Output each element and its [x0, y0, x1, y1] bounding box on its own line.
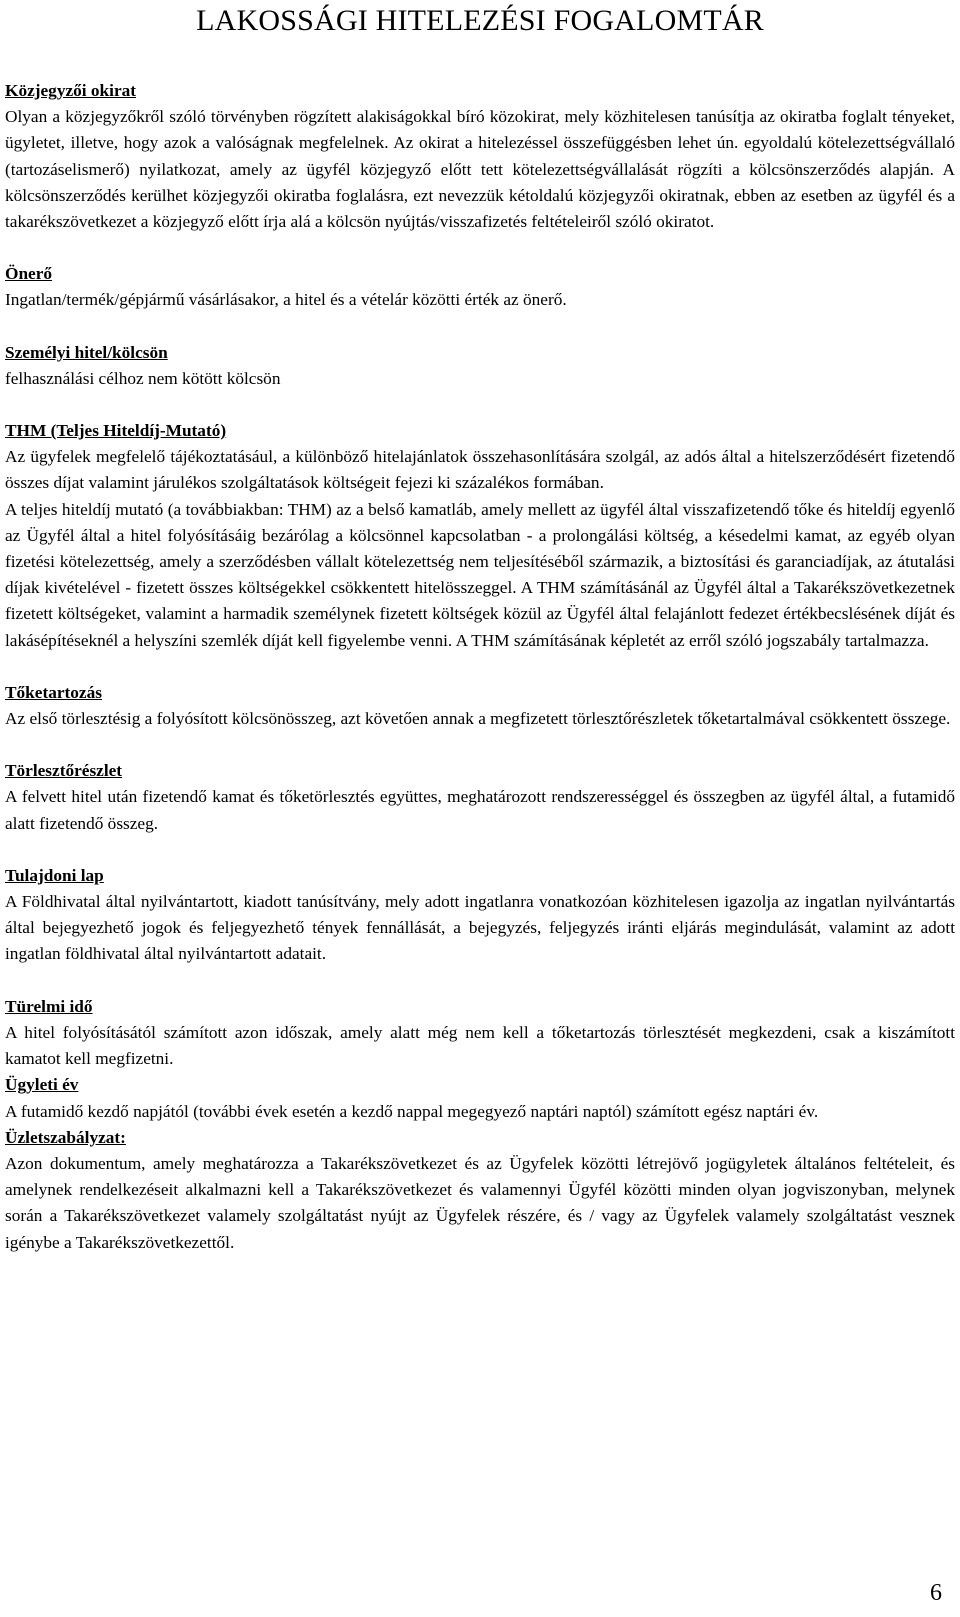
glossary-content	[5, 78, 955, 1256]
definition-text: A Földhivatal által nyilvántartott, kiadott tanúsítvány, mely adott ingatlanra vonatkozóan közhitelesen igazolja az ingatlan nyilvántartás által bejegyezhető jogok és feljegyezhető tények fennállását, a bejegyzés, feljegyzés iránti eljárás megindulását, valamint az adott ingatlan földhivatal által nyilvántartott adatait.	[5, 892, 955, 964]
term-heading: Tulajdoni lap	[5, 865, 104, 885]
page-number: 6	[930, 1580, 942, 1606]
term-heading: THM (Teljes Hiteldíj-Mutató)	[5, 421, 227, 441]
glossary-entry	[5, 78, 955, 235]
glossary-entry	[5, 261, 955, 313]
definition-text: A felvett hitel után fizetendő kamat és tőketörlesztés együttes, meghatározott rendszerességgel és összegben az ügyfél által, a futamidő alatt fizetendő összeg.	[5, 787, 955, 833]
definition-text: Ingatlan/termék/gépjármű vásárlásakor, a hitel és a vételár közötti érték az önerő.	[5, 290, 567, 310]
glossary-entry	[5, 418, 955, 654]
glossary-entry	[5, 1072, 955, 1124]
glossary-entry	[5, 863, 955, 968]
term-heading: Törlesztőrészlet	[5, 761, 123, 781]
definition-text: Olyan a közjegyzőkről szóló törvényben rögzített alakiságokkal bíró közokirat, mely közhitelesen tanúsítja az okiratba foglalt tényeket, ügyletet, illetve, hogy azok a valóságnak megfelelnek. Az okirat a hitelezéssel összefüggésben lehet ún. egyoldalú kötelezettségvállaló (tartozáselismerő) nyilatkozat, amely az ügyfél közjegyző előtt tett kötelezettségvállalását rögzíti a kölcsönszerződés alapján. A kölcsönszerződés kerülhet közjegyzői okiratba foglalásra, ezt nevezzük kétoldalú közjegyzői okiratnak, ebben az esetben az ügyfél és a takarékszövetkezet a közjegyző előtt írja alá a kölcsön nyújtás/visszafizetés feltételeiről szóló okiratot.	[5, 107, 955, 232]
term-heading: Türelmi idő	[5, 996, 93, 1016]
document-title: LAKOSSÁGI HITELEZÉSI FOGALOMTÁR	[196, 4, 764, 37]
glossary-entry	[5, 680, 955, 732]
glossary-entry	[5, 340, 955, 392]
term-heading: Közjegyzői okirat	[5, 81, 137, 100]
term-heading: Személyi hitel/kölcsön	[5, 342, 168, 362]
definition-text: Azon dokumentum, amely meghatározza a Takarékszövetkezet és az Ügyfelek közötti létrejövő jogügyletek általános feltételeit, és amelynek rendelkezéseit alkalmazni kell a Takarékszövetkezet és valamennyi Ügyfél közötti minden olyan jogviszonyban, melynek során a Takarékszövetkezet valamely szolgáltatást nyújt az Ügyfelek részére, és / vagy az Ügyfelek valamely szolgáltatást vesznek igénybe a Takarékszövetkezettől.	[5, 1153, 955, 1252]
term-heading: Tőketartozás	[5, 682, 102, 702]
definition-text: Az első törlesztésig a folyósított kölcsönösszeg, azt követően annak a megfizetett törlesztőrészletek tőketartalmával csökkentett összege.	[5, 709, 951, 729]
definition-text: Az ügyfelek megfelelő tájékoztatásául, a különböző hitelajánlatok összehasonlítására szolgál, az adós által a hitelszerződésért fizetendő összes díjat valamint járulékos szolgáltatások költségeit fejezi ki százalékos formában.	[5, 447, 955, 493]
definition-text: A teljes hiteldíj mutató (a továbbiakban: THM) az a belső kamatláb, amely mellett az ügyfél által visszafizetendő tőke és hiteldíj egyenlő az Ügyfél által a hitel folyósításáig bezárólag a kölcsönnel kapcsolatban - a prolongálási költség, a késedelmi kamat, az egyéb olyan fizetési kötelezettség, amely a szerződésben vállalt kötelezettség nem teljesítéséből származik, a biztosítási és garanciadíjak, az átutalási díjak kivételével - fizetett összes költségekkel csökkentett hitelösszeggel. A THM számításánál az Ügyfél által a Takarékszövetkezetnek fizetett költségeket, valamint a harmadik személynek fizetett költségek közül az Ügyfél által felajánlott fedezet értékbecslésének díját és lakásépítéseknél a helyszíni szemlék díját kell figyelembe venni. A THM számításának képletét az erről szóló jogszabály tartalmazza.	[5, 499, 955, 650]
glossary-entry	[5, 994, 955, 1073]
term-heading: Ügyleti év	[5, 1075, 79, 1095]
definition-text: felhasználási célhoz nem kötött kölcsön	[5, 368, 281, 388]
definition-text: A hitel folyósításától számított azon időszak, amely alatt még nem kell a tőketartozás törlesztését megkezdeni, csak a kiszámított kamatot kell megfizetni.	[5, 1022, 955, 1069]
glossary-entry	[5, 1125, 955, 1256]
term-heading: Önerő	[5, 264, 53, 284]
glossary-entry	[5, 758, 955, 837]
term-heading: Üzletszabályzat:	[5, 1127, 126, 1147]
definition-text: A futamidő kezdő napjától (további évek esetén a kezdő nappal megegyező naptári naptól) számított egész naptári év.	[5, 1101, 819, 1121]
